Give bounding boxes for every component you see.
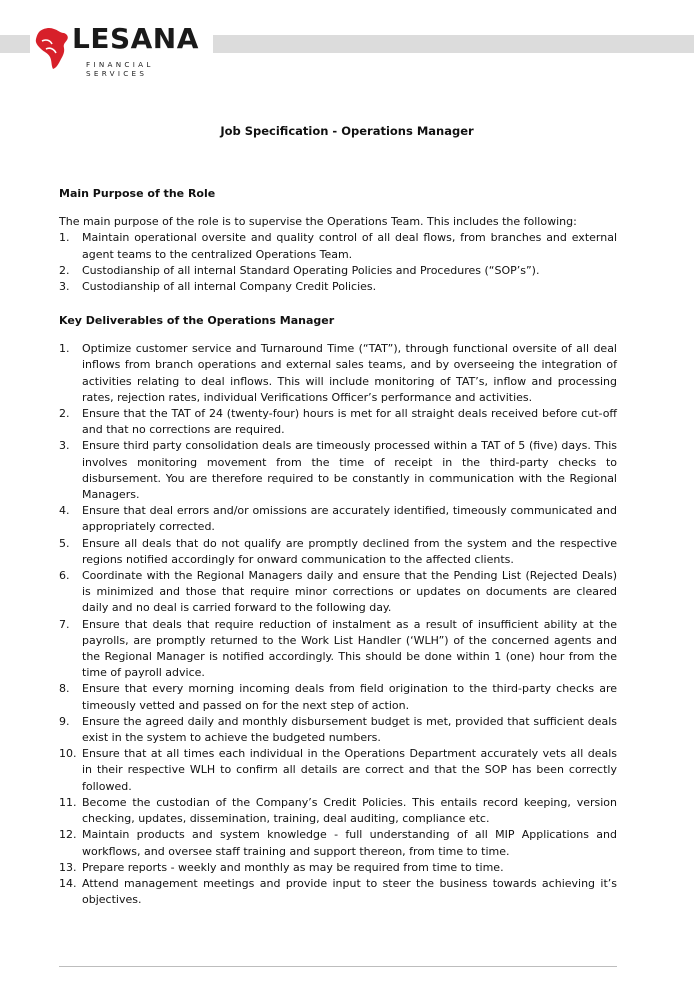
list-item-text: Ensure all deals that do not qualify are promptly declined from the system and the respective regions notified accordingly for onward communication to the affected clients.	[82, 536, 617, 566]
purpose-section	[59, 186, 617, 295]
list-item	[59, 341, 617, 406]
list-item-text: Ensure that every morning incoming deals from field origination to the third-party checks are timeously vetted and passed on for the next step of action.	[82, 682, 617, 712]
list-item-text: Custodianship of all internal Standard Operating Policies and Procedures (“SOP’s”).	[82, 263, 540, 277]
footer-divider	[59, 966, 617, 967]
brand-tagline: FINANCIAL SERVICES	[86, 60, 154, 78]
list-item-number: 9.	[59, 714, 70, 728]
list-item-text: Optimize customer service and Turnaround Time (“TAT”), through functional oversite of all deal inflows from branch operations and external sales teams, and by overseeing the integration of activities relating to deal inflows. This will include monitoring of TAT’s, inflow and processing rates, rejection rates, individual Verifications Officer’s performance and activities.	[82, 342, 617, 404]
list-item-text: Ensure that deals that require reduction of instalment as a result of insufficient ability at the payrolls, are promptly returned to the Work List Handler (‘WLH”) of the concerned agents and the Regional Manager is notified accordingly. This should be done within 1 (one) hour from the time of payroll advice.	[82, 617, 617, 680]
list-item	[59, 438, 617, 503]
deliverables-section	[59, 313, 617, 908]
purpose-heading: Main Purpose of the Role	[59, 187, 216, 200]
list-item-number: 1.	[59, 342, 70, 356]
africa-map-icon	[32, 25, 72, 71]
list-item-text: Ensure that at all times each individual in the Operations Department accurately vets all deals in their respective WLH to confirm all details are correct and that the SOP has been correctly followed.	[82, 747, 617, 793]
list-item	[59, 263, 617, 279]
list-item-number: 8.	[59, 682, 70, 696]
list-item	[59, 503, 617, 535]
list-item-number: 2.	[59, 407, 70, 421]
list-item	[59, 230, 617, 262]
list-item	[59, 681, 617, 713]
list-item-text: Coordinate with the Regional Managers daily and ensure that the Pending List (Rejected Deals) is minimized and those that require minor corrections or updates on documents are cleared daily and no deal is carried forward to the following day.	[82, 569, 617, 615]
list-item-text: Maintain operational oversite and quality control of all deal flows, from branches and external agent teams to the centralized Operations Team.	[82, 231, 617, 261]
list-item	[59, 536, 617, 568]
list-item-text: Attend management meetings and provide input to steer the business towards achieving it’s objectives.	[82, 876, 617, 907]
company-logo	[32, 22, 212, 78]
list-item-text: Become the custodian of the Company’s Credit Policies. This entails record keeping, version checking, updates, dissemination, training, deal auditing, compliance etc.	[82, 795, 617, 826]
list-item-number: 3.	[59, 439, 70, 453]
list-item-number: 3.	[59, 280, 70, 294]
header-band-left	[0, 35, 30, 53]
list-item-number: 1.	[59, 231, 70, 245]
list-item-text: Ensure that the TAT of 24 (twenty-four) hours is met for all straight deals received before cut-off and that no corrections are required.	[82, 407, 617, 437]
deliverables-heading: Key Deliverables of the Operations Manager	[59, 314, 335, 327]
list-item-text: Maintain products and system knowledge - full understanding of all MIP Applications and workflows, and oversee staff training and support thereon, from time to time.	[82, 828, 617, 858]
header-band-right	[213, 35, 694, 53]
list-item	[59, 279, 617, 295]
list-item	[59, 568, 617, 617]
document-title: Job Specification - Operations Manager	[220, 124, 474, 138]
list-item-text: Custodianship of all internal Company Credit Policies.	[82, 280, 377, 294]
list-item	[59, 860, 617, 876]
list-item-number: 4.	[59, 504, 70, 518]
list-item-number: 5.	[59, 536, 70, 550]
list-item-text: Ensure the agreed daily and monthly disbursement budget is met, provided that sufficient deals exist in the system to achieve the budgeted numbers.	[82, 714, 617, 745]
list-item	[59, 714, 617, 746]
list-item	[59, 795, 617, 827]
list-item-number: 7.	[59, 617, 70, 631]
list-item	[59, 746, 617, 795]
deliverables-list	[59, 341, 617, 908]
list-item-number: 10.	[59, 747, 77, 761]
purpose-intro: The main purpose of the role is to supervise the Operations Team. This includes the following:	[59, 215, 577, 229]
list-item-text: Ensure third party consolidation deals are timeously processed within a TAT of 5 (five) days. This involves monitoring movement from the time of receipt in the third-party checks to disbursement. You are therefore required to be constantly in communication with the Regional Managers.	[82, 439, 617, 502]
list-item	[59, 406, 617, 438]
list-item-number: 2.	[59, 263, 70, 277]
list-item-number: 11.	[59, 795, 77, 809]
list-item-number: 6.	[59, 569, 70, 583]
list-item-number: 12.	[59, 828, 77, 842]
list-item-text: Prepare reports - weekly and monthly as may be required from time to time.	[82, 860, 504, 874]
list-item	[59, 827, 617, 859]
list-item	[59, 617, 617, 682]
brand-name: LESANA	[72, 22, 199, 55]
list-item	[59, 876, 617, 908]
list-item-number: 13.	[59, 860, 77, 874]
list-item-text: Ensure that deal errors and/or omissions are accurately identified, timeously communicated and appropriately corrected.	[82, 504, 617, 534]
purpose-list	[59, 230, 617, 295]
list-item-number: 14.	[59, 876, 77, 890]
